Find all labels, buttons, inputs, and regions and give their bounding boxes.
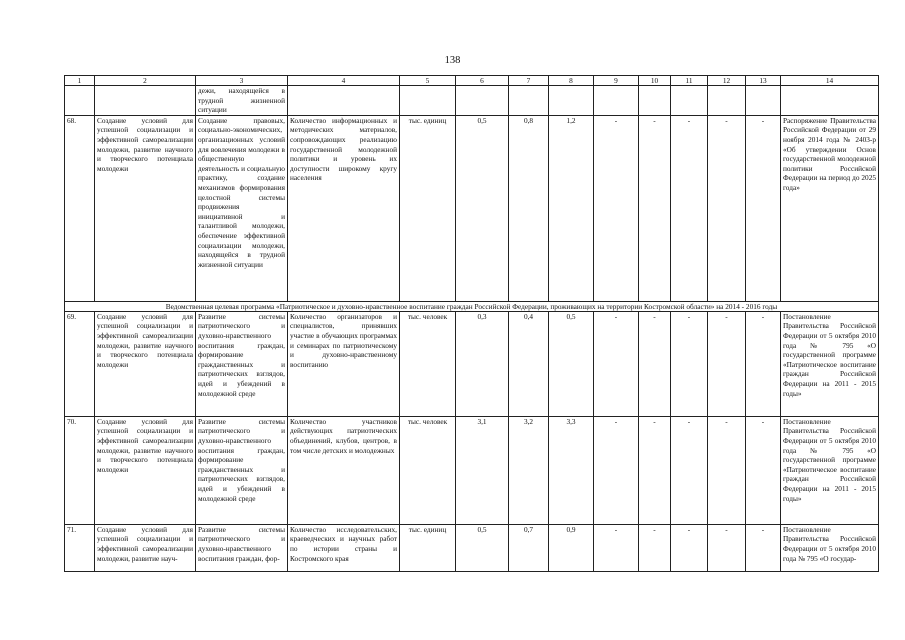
row-number: 71.: [65, 524, 95, 571]
column-number: 5: [400, 76, 456, 86]
value-cell: -: [671, 524, 708, 571]
value-cell: -: [671, 416, 708, 524]
value-cell: -: [639, 311, 671, 416]
value-cell: 3,1: [456, 416, 509, 524]
row-number: 68.: [65, 115, 95, 301]
value-cell: 0,4: [509, 311, 549, 416]
column-number: 1: [65, 76, 95, 86]
indicator-cell: Количество исследовательских, краеведческих и научных работ по истории страны и Костромского края: [288, 524, 400, 571]
table-row: [65, 524, 879, 571]
column-number: 6: [456, 76, 509, 86]
indicator-cell: Количество организаторов и специалистов, принявших участие в обучающих программах и семинарах по патриотическому и духовно-нравственному воспитанию: [288, 311, 400, 416]
column-number: 7: [509, 76, 549, 86]
value-cell: 0,5: [456, 524, 509, 571]
value-cell: -: [746, 416, 781, 524]
table-row: [65, 416, 879, 524]
indicator-cell: Количество участников действующих патриотических объединений, клубов, центров, в том числе детских и молодежных: [288, 416, 400, 524]
unit-cell: тыс. человек: [400, 416, 456, 524]
table-row: [65, 311, 879, 416]
unit-cell: тыс. единиц: [400, 115, 456, 301]
task-cell: Развитие системы патриотического и духовно-нравственного воспитания граждан, фор-: [196, 524, 288, 571]
section-title: Ведомственная целевая программа «Патриотическое и духовно-нравственное воспитание граждан Российской Федерации, проживающих на территории Костромской области» на 2014 - 2016 годы: [65, 301, 879, 311]
value-cell: -: [708, 311, 746, 416]
unit-cell: тыс. единиц: [400, 524, 456, 571]
column-number: 12: [708, 76, 746, 86]
column-number: 14: [781, 76, 879, 86]
column-number-row: [65, 76, 879, 86]
goal-cell: Создание условий для успешной социализации и эффективной самореализации молодежи, развитие научного и творческого потенциала молодежи: [95, 416, 196, 524]
indicator-cell: Количество информационных и методических материалов, сопровождающих реализацию государственной молодежной политики и уровень их доступности широкому кругу населения: [288, 115, 400, 301]
value-cell: 0,7: [509, 524, 549, 571]
column-number: 8: [549, 76, 594, 86]
task-cell: Развитие системы патриотического и духовно-нравственного воспитания граждан, формирование гражданственных и патриотических взглядов, идей и убеждений в молодежной среде: [196, 311, 288, 416]
column-number: 10: [639, 76, 671, 86]
basis-cell: Постановление Правительства Российской Федерации от 5 октября 2010 года № 795 «О государственной программе «Патриотическое воспитание граждан Российской Федерации на 2011 - 2015 годы»: [781, 416, 879, 524]
value-cell: -: [594, 416, 639, 524]
value-cell: -: [594, 115, 639, 301]
value-cell: -: [594, 524, 639, 571]
value-cell: -: [671, 115, 708, 301]
task-cell: Развитие системы патриотического и духовно-нравственного воспитания граждан, формирование гражданственных и патриотических взглядов, идей и убеждений в молодежной среде: [196, 416, 288, 524]
goal-cell: Создание условий для успешной социализации и эффективной самореализации молодежи, развитие научного и творческого потенциала молодежи: [95, 311, 196, 416]
column-number: 9: [594, 76, 639, 86]
value-cell: 0,9: [549, 524, 594, 571]
task-cell: Создание правовых, социально-экономических, организационных условий для вовлечения молодежи в общественную деятельность и социальную практику, создание механизмов формирования целостной системы продвижения инициативной и талантливой молодежи, обеспечение эффективной социализации молодежи, находящейся в трудной жизненной ситуации: [196, 115, 288, 301]
section-row: [65, 301, 879, 311]
column-number: 11: [671, 76, 708, 86]
value-cell: -: [708, 416, 746, 524]
page-number: 138: [444, 55, 461, 66]
value-cell: -: [746, 115, 781, 301]
value-cell: -: [746, 524, 781, 571]
table-row-continuation: [65, 86, 879, 116]
basis-cell: Распоряжение Правительства Российской Федерации от 29 ноября 2014 года № 2403-р «Об утверждении Основ государственной молодежной политики Российской Федерации на период до 2025 года»: [781, 115, 879, 301]
value-cell: 0,8: [509, 115, 549, 301]
value-cell: -: [639, 524, 671, 571]
value-cell: -: [594, 311, 639, 416]
column-number: 2: [95, 76, 196, 86]
basis-cell: Постановление Правительства Российской Федерации от 5 октября 2010 года № 795 «О государственной программе «Патриотическое воспитание граждан Российской Федерации на 2011 - 2015 годы»: [781, 311, 879, 416]
indicators-table: [64, 75, 879, 572]
value-cell: -: [639, 115, 671, 301]
value-cell: -: [708, 524, 746, 571]
value-cell: 1,2: [549, 115, 594, 301]
value-cell: 0,3: [456, 311, 509, 416]
column-number: 4: [288, 76, 400, 86]
value-cell: 3,2: [509, 416, 549, 524]
column-number: 13: [746, 76, 781, 86]
value-cell: 0,5: [549, 311, 594, 416]
value-cell: -: [746, 311, 781, 416]
value-cell: -: [708, 115, 746, 301]
task-cell: дежи, находящейся в трудной жизненной ситуации: [196, 86, 288, 116]
unit-cell: тыс. человек: [400, 311, 456, 416]
value-cell: 0,5: [456, 115, 509, 301]
row-number: 69.: [65, 311, 95, 416]
table-row: [65, 115, 879, 301]
column-number: 3: [196, 76, 288, 86]
value-cell: -: [639, 416, 671, 524]
value-cell: 3,3: [549, 416, 594, 524]
goal-cell: Создание условий для успешной социализации и эффективной самореализации молодежи, развитие научного и творческого потенциала молодежи: [95, 115, 196, 301]
goal-cell: Создание условий для успешной социализации и эффективной самореализации молодежи, развитие науч-: [95, 524, 196, 571]
basis-cell: Постановление Правительства Российской Федерации от 5 октября 2010 года № 795 «О государ-: [781, 524, 879, 571]
value-cell: -: [671, 311, 708, 416]
row-number: 70.: [65, 416, 95, 524]
